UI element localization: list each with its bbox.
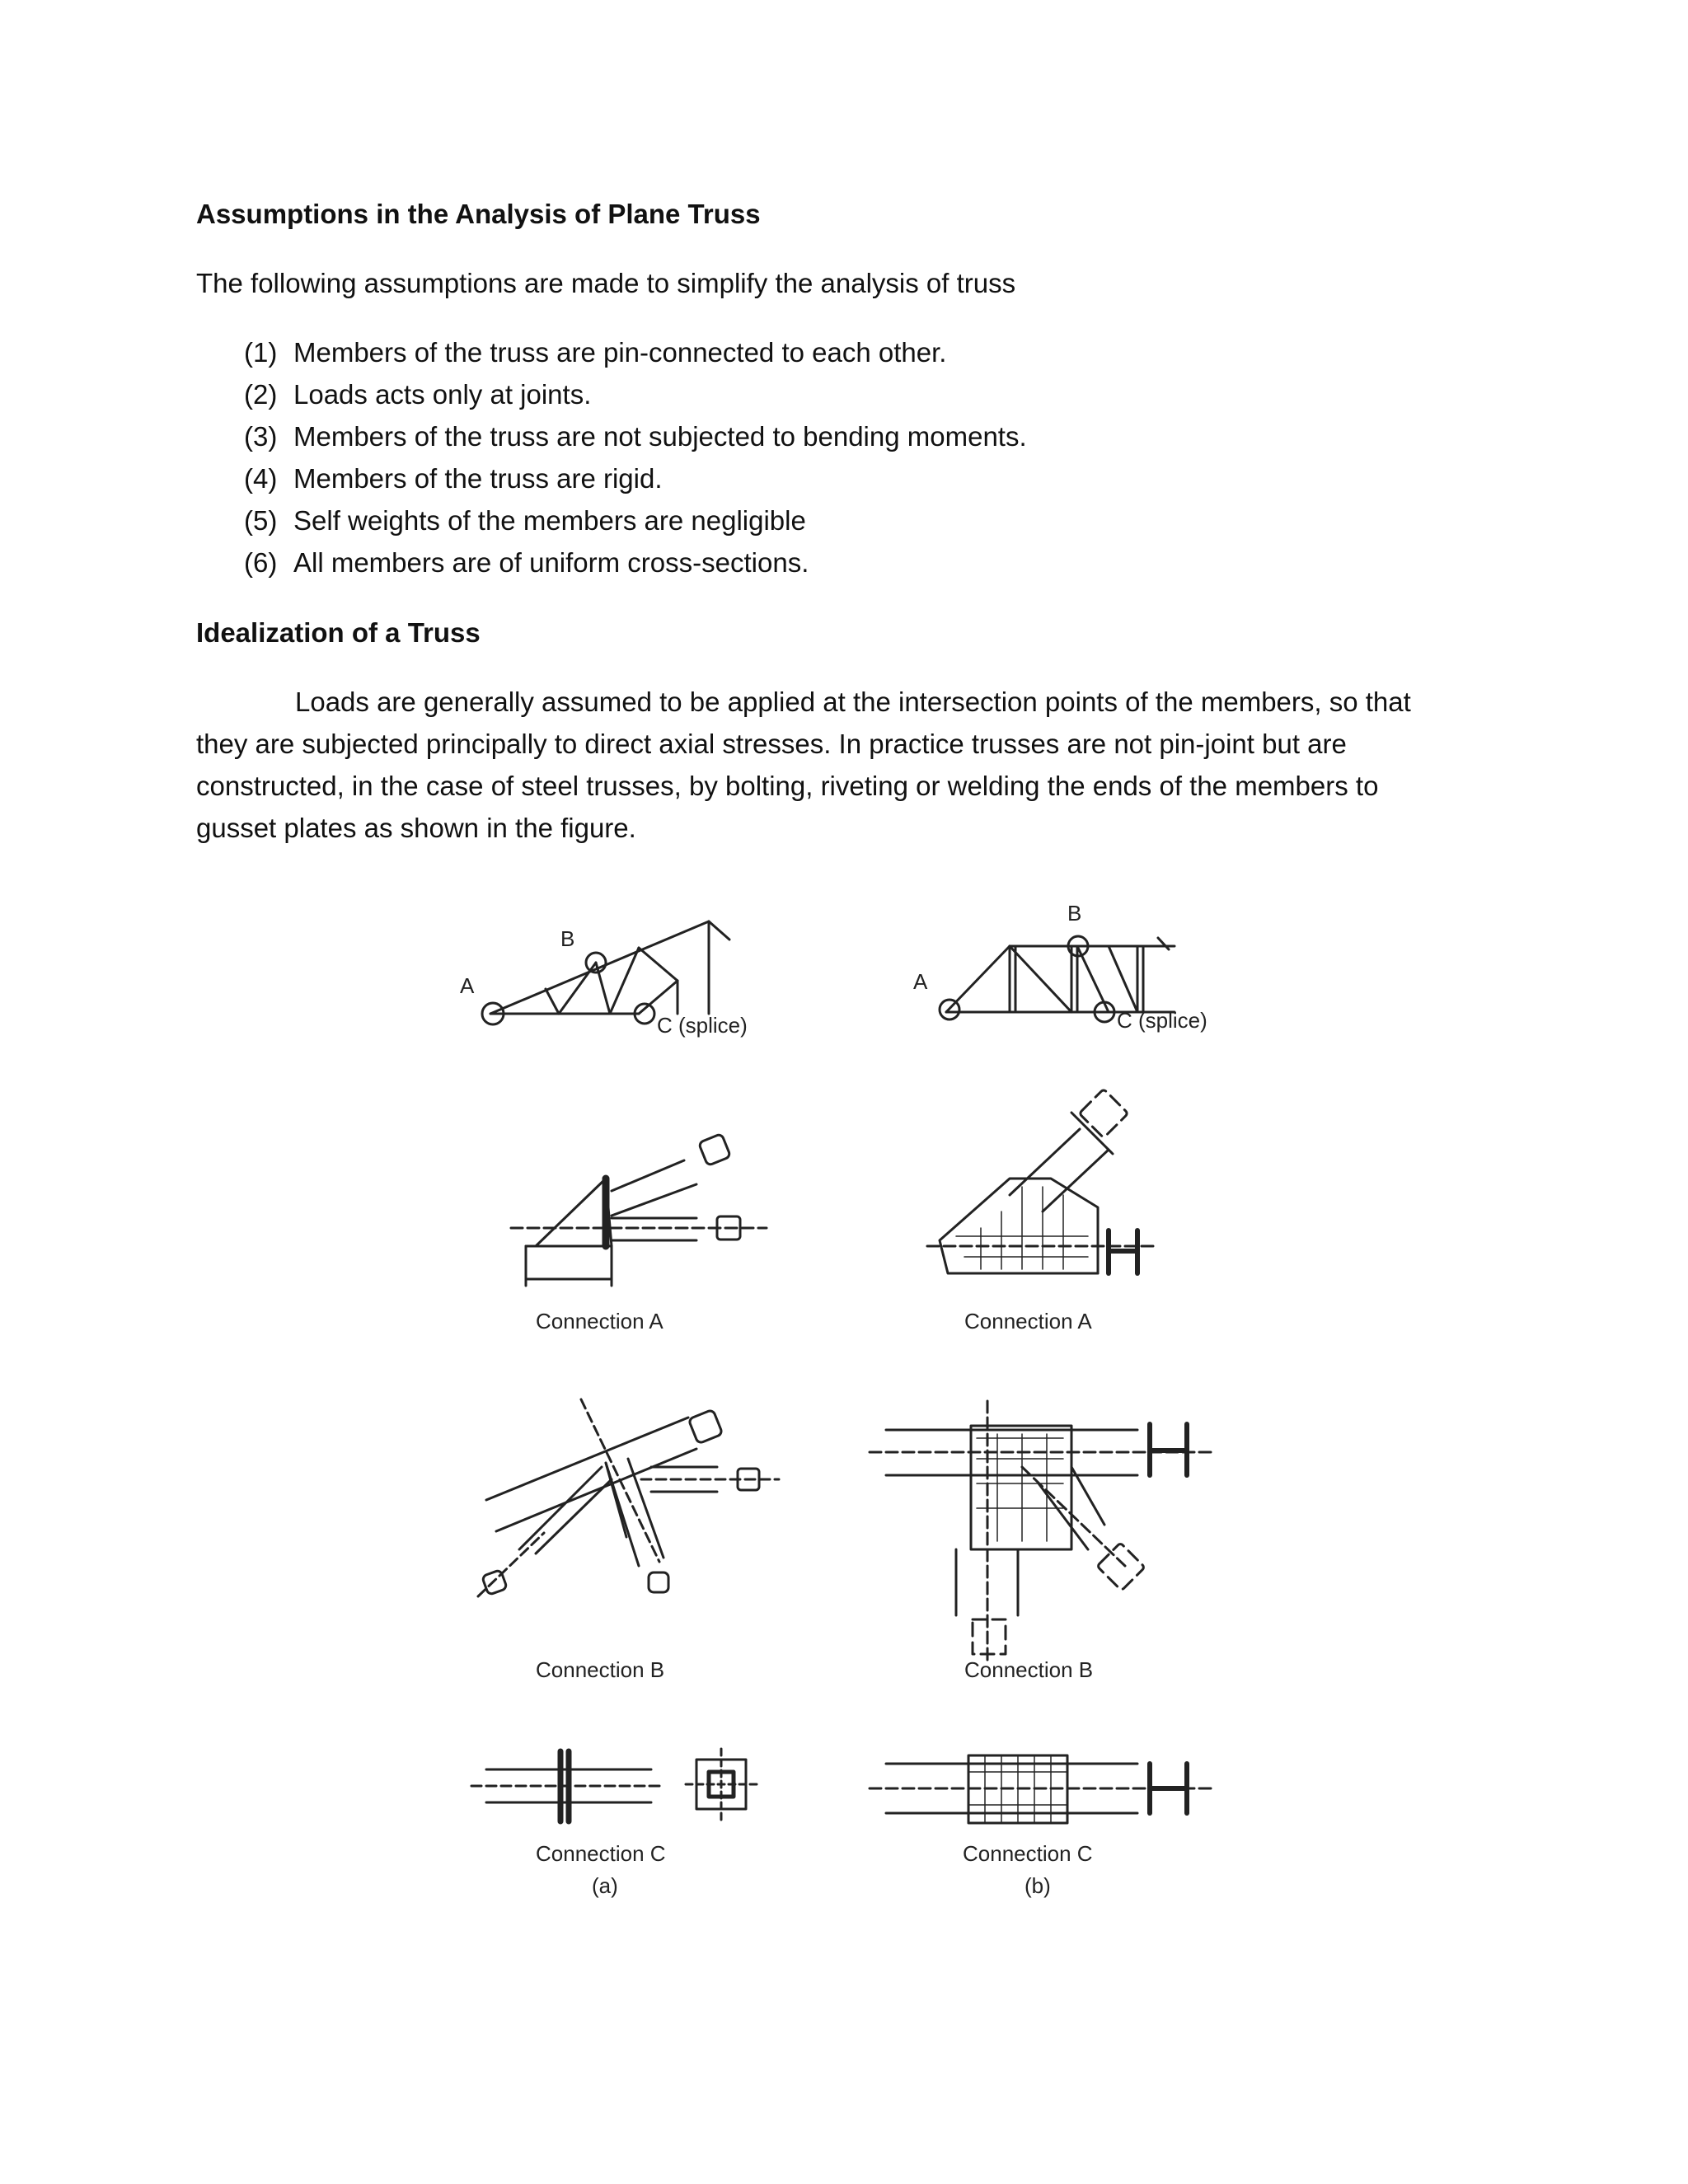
list-text: Loads acts only at joints. xyxy=(293,379,592,410)
caption-connection-a: Connection A xyxy=(964,1309,1092,1333)
caption-sub-a: (a) xyxy=(592,1873,618,1898)
list-number: (4) xyxy=(244,463,278,494)
caption-connection-b: Connection B xyxy=(964,1657,1094,1682)
list-item xyxy=(196,499,1465,541)
connection-b-welded-detail xyxy=(478,1399,779,1596)
label-joint-a: A xyxy=(460,973,475,998)
list-item xyxy=(196,373,1465,415)
label-joint-b: B xyxy=(560,926,575,951)
connection-c-bolted-splice xyxy=(870,1755,1212,1823)
connection-c-welded-splice xyxy=(471,1749,757,1821)
assumptions-intro: The following assumptions are made to simplify the analysis of truss xyxy=(196,268,1016,298)
caption-connection-a: Connection A xyxy=(536,1309,663,1333)
list-text: All members are of uniform cross-sections. xyxy=(293,547,809,578)
paragraph-line: constructed, in the case of steel trusses, by bolting, riveting or welding the ends of the members to xyxy=(196,771,1379,801)
list-text: Members of the truss are not subjected to bending moments. xyxy=(293,421,1027,452)
caption-connection-c: Connection C xyxy=(536,1841,666,1866)
list-number: (3) xyxy=(244,421,278,452)
label-joint-b: B xyxy=(1067,901,1082,926)
section-title-assumptions: Assumptions in the Analysis of Plane Truss xyxy=(196,199,761,229)
truss-connections-figure xyxy=(445,894,1253,1924)
connection-a-bolted-detail xyxy=(927,1089,1158,1273)
idealization-paragraph xyxy=(196,681,1465,849)
caption-connection-b: Connection B xyxy=(536,1657,665,1682)
label-splice: C (splice) xyxy=(1117,1008,1207,1033)
caption-sub-b: (b) xyxy=(1025,1873,1051,1898)
list-number: (1) xyxy=(244,337,278,368)
label-joint-a: A xyxy=(913,969,928,994)
label-splice: C (splice) xyxy=(657,1013,748,1038)
list-item xyxy=(196,541,1465,583)
list-number: (6) xyxy=(244,547,278,578)
list-text: Members of the truss are pin-connected to each other. xyxy=(293,337,947,368)
paragraph-line: gusset plates as shown in the figure. xyxy=(196,813,636,843)
list-number: (2) xyxy=(244,379,278,410)
section-title-idealization: Idealization of a Truss xyxy=(196,617,481,648)
assumptions-list xyxy=(196,331,1465,583)
connection-b-bolted-detail xyxy=(870,1401,1216,1665)
list-text: Self weights of the members are negligible xyxy=(293,505,806,536)
caption-connection-c: Connection C xyxy=(963,1841,1093,1866)
connection-a-welded-detail xyxy=(511,1133,767,1286)
paragraph-line: Loads are generally assumed to be applied at the intersection points of the members, so that xyxy=(295,687,1411,717)
list-text: Members of the truss are rigid. xyxy=(293,463,663,494)
roof-truss-diagram xyxy=(482,921,729,1024)
list-number: (5) xyxy=(244,505,278,536)
list-item xyxy=(196,457,1465,499)
list-item xyxy=(196,331,1465,373)
list-item xyxy=(196,415,1465,457)
paragraph-line: they are subjected principally to direct axial stresses. In practice trusses are not pin-joint but are xyxy=(196,729,1347,759)
